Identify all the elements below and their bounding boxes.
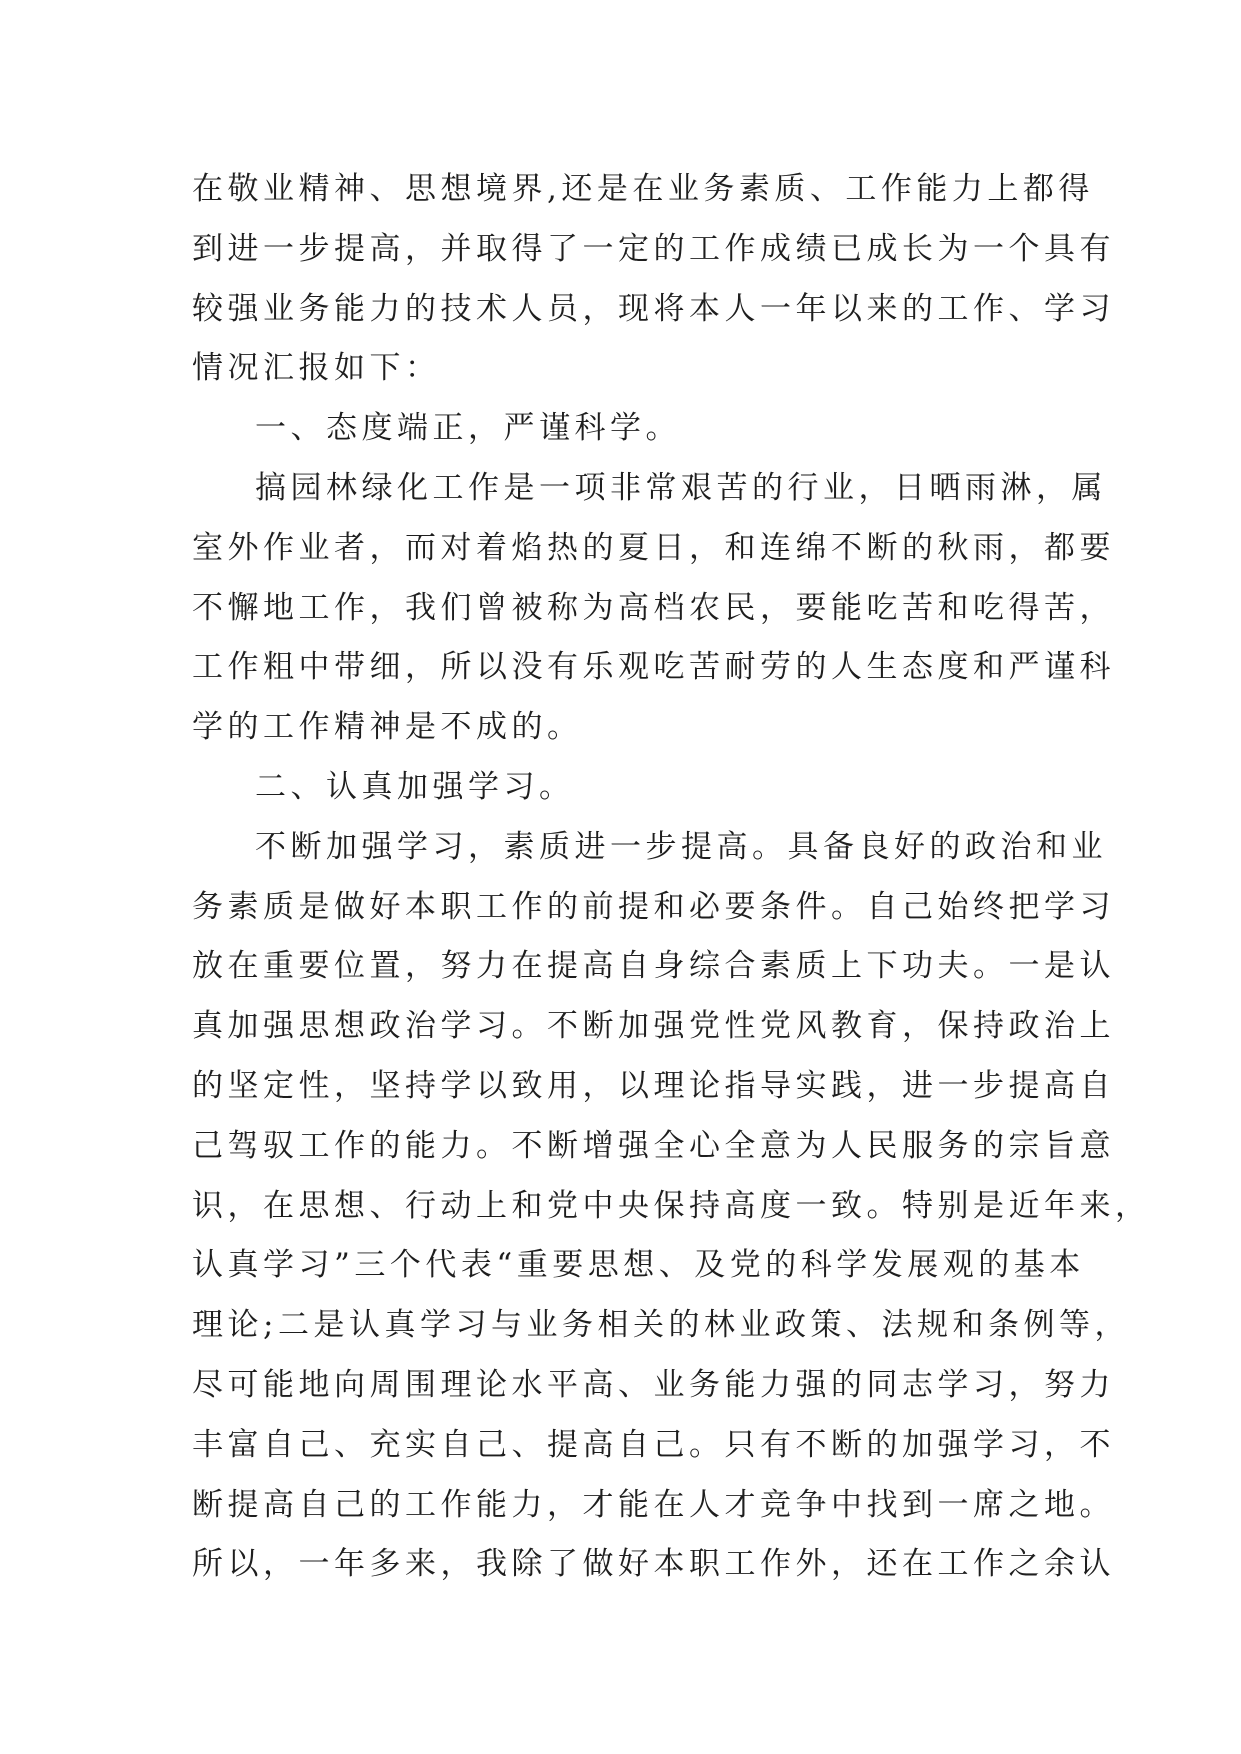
section-heading-study: 二、认真加强学习。 [255, 768, 575, 805]
text-line: 断提高自己的工作能力，才能在人才竞争中找到一席之地。 [192, 1486, 1115, 1523]
text-line: 较强业务能力的技术人员，现将本人一年以来的工作、学习 [192, 290, 1115, 327]
text-line: 室外作业者，而对着焰热的夏日，和连绵不断的秋雨，都要 [192, 529, 1115, 566]
body-text [192, 160, 1151, 1595]
text-line: 放在重要位置，努力在提高自身综合素质上下功夫。一是认 [192, 948, 1115, 985]
text-line: 认真学习”三个代表“重要思想、及党的科学发展观的基本 [192, 1247, 1085, 1284]
text-line: 不懈地工作，我们曾被称为高档农民，要能吃苦和吃得苦， [192, 589, 1115, 626]
text-line: 务素质是做好本职工作的前提和必要条件。自己始终把学习 [192, 888, 1115, 925]
text-line: 理论;二是认真学习与业务相关的林业政策、法规和条例等， [192, 1307, 1130, 1344]
text-line: 的坚定性，坚持学以致用，以理论指导实践，进一步提高自 [192, 1067, 1115, 1104]
paragraph-start: 不断加强学习，素质进一步提高。具备良好的政治和业 [255, 828, 1107, 865]
text-line: 识，在思想、行动上和党中央保持高度一致。特别是近年来， [192, 1187, 1151, 1224]
text-line: 到进一步提高，并取得了一定的工作成绩已成长为一个具有 [192, 230, 1115, 267]
text-line: 工作粗中带细，所以没有乐观吃苦耐劳的人生态度和严谨科 [192, 649, 1115, 686]
text-line: 所以，一年多来，我除了做好本职工作外，还在工作之余认 [192, 1546, 1115, 1583]
text-line: 情况汇报如下： [192, 350, 441, 387]
text-line: 在敬业精神、思想境界,还是在业务素质、工作能力上都得 [192, 171, 1094, 207]
text-line: 己驾驭工作的能力。不断增强全心全意为人民服务的宗旨意 [192, 1127, 1115, 1164]
text-line: 学的工作精神是不成的。 [192, 709, 583, 746]
text-line: 真加强思想政治学习。不断加强党性党风教育，保持政治上 [192, 1008, 1115, 1045]
section-heading-attitude: 一、态度端正，严谨科学。 [255, 410, 681, 447]
text-line: 尽可能地向周围理论水平高、业务能力强的同志学习，努力 [192, 1366, 1115, 1403]
text-line: 丰富自己、充实自己、提高自己。只有不断的加强学习，不 [192, 1426, 1115, 1463]
paragraph-start: 搞园林绿化工作是一项非常艰苦的行业，日晒雨淋，属 [255, 469, 1107, 506]
